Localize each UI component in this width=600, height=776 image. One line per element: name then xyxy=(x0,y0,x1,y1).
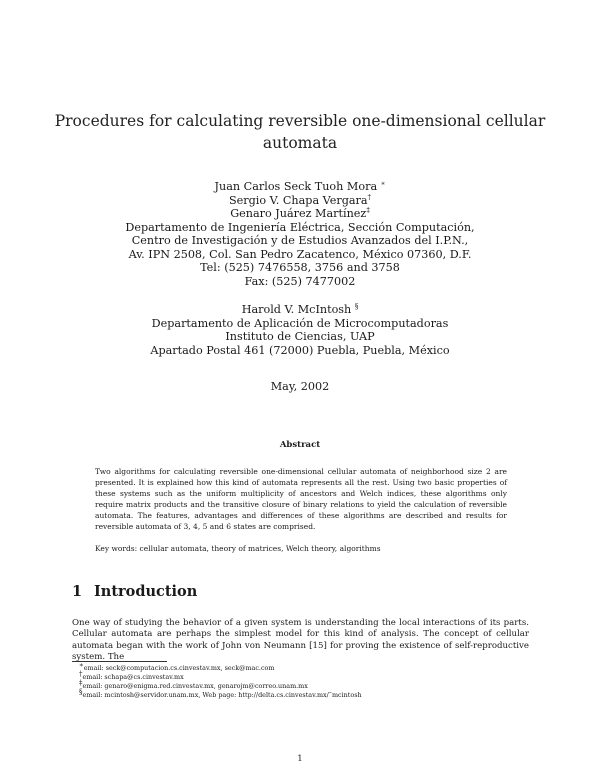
abstract-text: Two algorithms for calculating reversible one-dimensional cellular automata of neighborhood size 2 are presented. It is explained how this kind of automata represents all the rest. Using two basic properties of these systems such as the uniform multiplicity of ancestors and Welch indices, these algorithms only require matrix products and the transitive closure of binary relations to yield the calculation of reversible automata. The features, advantages and differences of these algorithms are described and results for reversible automata of 3, 4, 5 and 6 states are comprised. xyxy=(95,467,507,531)
footnote: ‡email: genaro@enigma.red.cinvestav.mx, genarojm@correo.unam.mx xyxy=(79,678,308,690)
title-line-1: Procedures for calculating reversible one-dimensional cellular xyxy=(54,112,546,130)
author-2: Sergio V. Chapa Vergara† xyxy=(228,192,372,207)
author-list xyxy=(0,180,600,288)
author-4: Harold V. McIntosh § xyxy=(241,302,359,316)
section-number: 1 xyxy=(72,583,83,600)
footnote: §email: mcintosh@servidor.unam.mx, Web page: http://delta.cs.cinvestav.mx/˜mcintosh xyxy=(79,687,362,699)
affiliation-line: Av. IPN 2508, Col. San Pedro Zacatenco, México 07360, D.F. xyxy=(128,247,472,261)
footnote-mark: † xyxy=(367,192,372,201)
affiliation-line: Departamento de Aplicación de Microcomputadoras xyxy=(151,316,449,330)
title-line-2: automata xyxy=(262,134,338,152)
footnote-mark: ∗ xyxy=(380,179,386,188)
footnote: †email: schapa@cs.cinvestav.mx xyxy=(79,669,184,681)
page-number: 1 xyxy=(297,754,303,764)
footnote-mark: § xyxy=(354,302,359,311)
affiliation-line: Centro de Investigación y de Estudios Avanzados del I.P.N., xyxy=(131,234,469,247)
affiliation-line: Tel: (525) 7476558, 3756 and 3758 xyxy=(200,261,400,274)
intro-paragraph: One way of studying the behavior of a given system is understanding the local interactions of its parts. Cellular automata are perhaps the simplest model for this kind of analysis. The concept of cellular automata began with the work of John von Neumann [15] for proving the existence of self-reproductive system. The xyxy=(72,618,529,663)
footnote-mark: ‡ xyxy=(366,206,370,215)
affiliation-line: Apartado Postal 461 (72000) Puebla, Puebla, México xyxy=(150,343,450,357)
footnote: ∗email: seck@computacion.cs.cinvestav.mx, seck@mac.com xyxy=(79,660,275,672)
publication-date: May, 2002 xyxy=(270,380,330,393)
paper-title xyxy=(0,110,600,154)
affiliation-line: Fax: (525) 7477002 xyxy=(244,274,356,288)
abstract-heading: Abstract xyxy=(279,440,321,450)
footnote-rule xyxy=(72,661,167,662)
author-1: Juan Carlos Seck Tuoh Mora ∗ xyxy=(214,179,386,193)
keywords: Key words: cellular automata, theory of matrices, Welch theory, algorithms xyxy=(95,544,381,553)
section-heading xyxy=(72,583,197,600)
section-title: Introduction xyxy=(94,583,198,600)
footnotes xyxy=(79,660,539,700)
affiliation-line: Instituto de Ciencias, UAP xyxy=(225,330,375,343)
affiliation-line: Departamento de Ingeniería Eléctrica, Sección Computación, xyxy=(125,220,475,234)
author-3: Genaro Juárez Martínez‡ xyxy=(230,206,370,220)
second-author-block xyxy=(0,303,600,357)
